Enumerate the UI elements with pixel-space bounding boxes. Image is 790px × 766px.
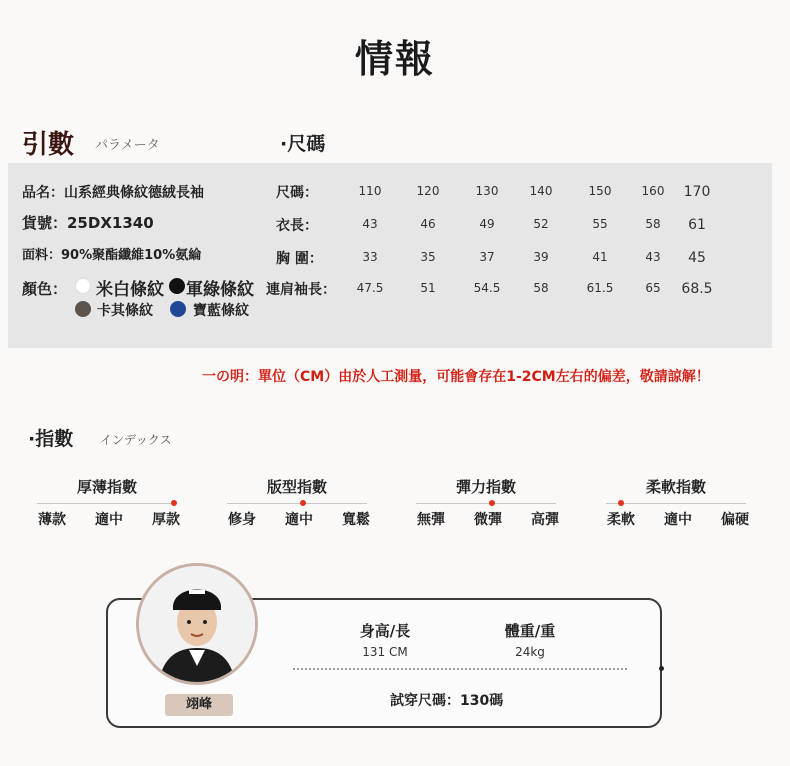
color-name-khaki: 卡其條紋 — [97, 303, 153, 319]
color-name-royalblue: 寶藍條紋 — [193, 303, 249, 319]
size-cell: 150 — [588, 184, 612, 198]
color-name-offwhite: 米白條紋 — [96, 280, 164, 300]
avatar — [136, 563, 258, 685]
height-value: 131 CM — [362, 645, 408, 659]
color-swatch-armygreen — [169, 278, 185, 294]
index-group-title: 柔軟指數 — [645, 478, 706, 496]
index-scale-marker — [171, 500, 177, 506]
size-cell: 58 — [533, 281, 549, 295]
size-cell: 54.5 — [473, 281, 501, 295]
size-row-label: 衣長： — [276, 218, 318, 234]
index-scale-marker — [300, 500, 306, 506]
index-option: 無彈 — [417, 512, 445, 528]
index-subtitle: インデックス — [100, 433, 172, 447]
color-swatch-khaki — [75, 301, 91, 317]
size-cell: 65 — [645, 281, 661, 295]
size-row-label: 尺碼： — [276, 185, 318, 201]
weight-value: 24kg — [515, 645, 545, 659]
size-cell: 49 — [479, 217, 495, 231]
measurement-note: 一の明：單位（CM）由於人工測量，可能會存在1-2CM左右的偏差，敬請諒解！ — [202, 369, 710, 385]
index-scale-line — [227, 503, 367, 504]
index-group-title: 彈力指數 — [455, 478, 516, 496]
size-cell: 41 — [592, 250, 608, 264]
size-cell: 58 — [645, 217, 661, 231]
index-group-title: 厚薄指數 — [76, 478, 137, 496]
size-cell: 45 — [688, 250, 706, 266]
index-option: 厚款 — [152, 512, 180, 528]
size-cell: 47.5 — [356, 281, 384, 295]
weight-label: 體重/重 — [504, 622, 556, 640]
size-cell: 33 — [362, 250, 378, 264]
index-option: 適中 — [285, 512, 313, 528]
product-name: 品名：山系經典條紋德絨長袖 — [22, 185, 204, 201]
index-scale-line — [606, 503, 746, 504]
model-portrait-icon — [139, 566, 255, 682]
index-option: 偏硬 — [721, 512, 749, 528]
index-option: 修身 — [228, 512, 256, 528]
size-cell: 61.5 — [586, 281, 614, 295]
divider — [293, 668, 627, 670]
color-swatch-offwhite — [75, 278, 91, 294]
divider-end-dot — [659, 666, 664, 671]
index-scale-line — [37, 503, 177, 504]
params-title: 引數 — [22, 130, 75, 160]
size-cell: 37 — [479, 250, 495, 264]
size-cell: 52 — [533, 217, 549, 231]
model-name: 翊峰 — [165, 694, 233, 716]
index-group-title: 版型指數 — [266, 478, 327, 496]
size-cell: 160 — [641, 184, 665, 198]
size-heading: ·尺碼 — [280, 133, 326, 155]
index-option: 微彈 — [474, 512, 502, 528]
size-cell: 110 — [358, 184, 382, 198]
size-cell: 140 — [529, 184, 553, 198]
size-cell: 43 — [645, 250, 661, 264]
size-cell: 55 — [592, 217, 608, 231]
size-cell: 35 — [420, 250, 436, 264]
color-swatch-royalblue — [170, 301, 186, 317]
color-name-armygreen: 軍綠條紋 — [186, 280, 254, 300]
size-row-label: 連肩袖長： — [266, 282, 336, 298]
size-cell: 130 — [475, 184, 499, 198]
tried-size: 試穿尺碼：130碼 — [390, 693, 504, 709]
size-cell: 170 — [683, 184, 711, 200]
size-cell: 120 — [416, 184, 440, 198]
index-scale-line — [416, 503, 556, 504]
params-subtitle: パラメータ — [95, 138, 160, 153]
size-cell: 61 — [688, 217, 706, 233]
index-title: ·指數 — [28, 428, 74, 450]
size-row-label: 胸 圍： — [276, 251, 323, 267]
size-cell: 39 — [533, 250, 549, 264]
product-sku: 貨號：25DX1340 — [22, 214, 154, 232]
index-option: 寬鬆 — [342, 512, 370, 528]
index-option: 薄款 — [38, 512, 66, 528]
size-cell: 46 — [420, 217, 436, 231]
index-option: 適中 — [95, 512, 123, 528]
size-cell: 68.5 — [681, 281, 713, 297]
colors-label: 顏色： — [22, 280, 68, 298]
index-option: 適中 — [664, 512, 692, 528]
page-title: 情報 — [354, 37, 435, 81]
height-label: 身高/長 — [359, 622, 411, 640]
product-fabric: 面料：90%聚酯纖維10%氨綸 — [22, 248, 202, 263]
index-scale-marker — [489, 500, 495, 506]
size-cell: 51 — [420, 281, 436, 295]
index-option: 柔軟 — [607, 512, 635, 528]
size-cell: 43 — [362, 217, 378, 231]
index-option: 高彈 — [531, 512, 559, 528]
index-scale-marker — [618, 500, 624, 506]
